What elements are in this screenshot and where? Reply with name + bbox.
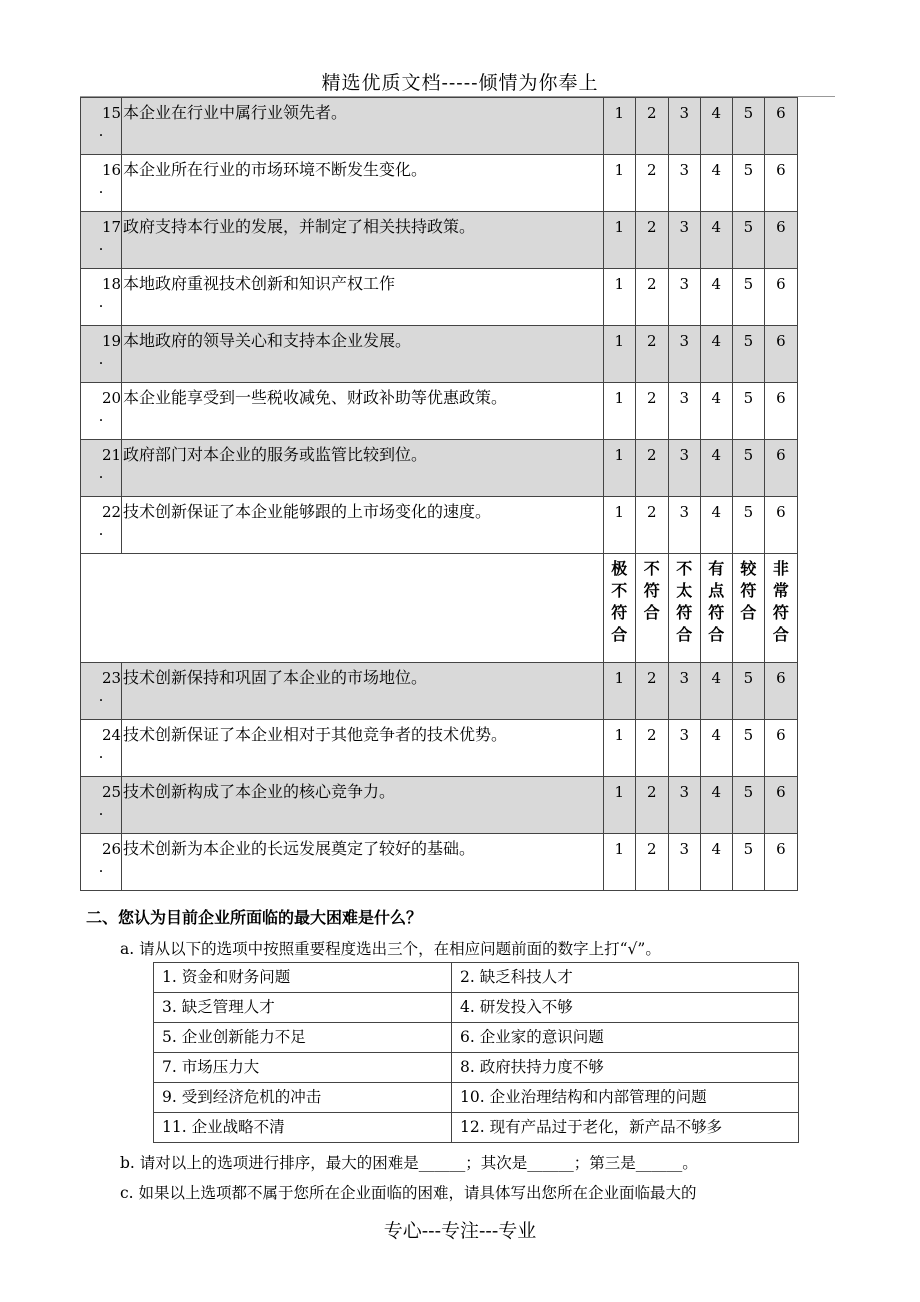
score-option-4[interactable]: 4 bbox=[700, 98, 732, 155]
score-option-5[interactable]: 5 bbox=[732, 440, 764, 497]
score-option-6[interactable]: 6 bbox=[764, 720, 797, 777]
score-option-4[interactable]: 4 bbox=[700, 834, 732, 891]
question-number: 22 . bbox=[81, 497, 122, 554]
option-item[interactable]: 6. 企业家的意识问题 bbox=[452, 1023, 799, 1053]
score-option-4[interactable]: 4 bbox=[700, 497, 732, 554]
score-option-4[interactable]: 4 bbox=[700, 720, 732, 777]
question-text: 本企业能享受到一些税收减免、财政补助等优惠政策。 bbox=[122, 383, 604, 440]
score-option-3[interactable]: 3 bbox=[668, 440, 700, 497]
score-option-1[interactable]: 1 bbox=[603, 834, 635, 891]
score-option-2[interactable]: 2 bbox=[635, 269, 668, 326]
option-row bbox=[154, 1053, 799, 1083]
question-number: 23 . bbox=[81, 663, 122, 720]
score-option-2[interactable]: 2 bbox=[635, 720, 668, 777]
score-option-6[interactable]: 6 bbox=[764, 383, 797, 440]
question-text: 技术创新构成了本企业的核心竞争力。 bbox=[122, 777, 604, 834]
score-option-1[interactable]: 1 bbox=[603, 326, 635, 383]
option-row bbox=[154, 993, 799, 1023]
legend-3: 不 太 符 合 bbox=[668, 554, 700, 663]
option-item[interactable]: 8. 政府扶持力度不够 bbox=[452, 1053, 799, 1083]
option-row bbox=[154, 1083, 799, 1113]
options-table bbox=[153, 962, 799, 1143]
score-option-4[interactable]: 4 bbox=[700, 777, 732, 834]
score-option-2[interactable]: 2 bbox=[635, 440, 668, 497]
instruction-b: b. 请对以上的选项进行排序，最大的困难是______；其次是______；第三是______。 bbox=[120, 1154, 698, 1172]
score-option-1[interactable]: 1 bbox=[603, 383, 635, 440]
score-option-6[interactable]: 6 bbox=[764, 269, 797, 326]
score-option-3[interactable]: 3 bbox=[668, 777, 700, 834]
legend-6: 非 常 符 合 bbox=[764, 554, 797, 663]
question-number: 26 . bbox=[81, 834, 122, 891]
instruction-a: a. 请从以下的选项中按照重要程度选出三个，在相应问题前面的数字上打“√”。 bbox=[120, 940, 661, 958]
score-option-3[interactable]: 3 bbox=[668, 269, 700, 326]
legend-row bbox=[81, 554, 798, 663]
option-row bbox=[154, 1113, 799, 1143]
question-text: 本地政府的领导关心和支持本企业发展。 bbox=[122, 326, 604, 383]
legend-2: 不 符 合 bbox=[635, 554, 668, 663]
score-option-6[interactable]: 6 bbox=[764, 326, 797, 383]
question-text: 技术创新保证了本企业能够跟的上市场变化的速度。 bbox=[122, 497, 604, 554]
score-option-2[interactable]: 2 bbox=[635, 212, 668, 269]
score-option-2[interactable]: 2 bbox=[635, 155, 668, 212]
score-option-2[interactable]: 2 bbox=[635, 326, 668, 383]
question-number: 17 . bbox=[81, 212, 122, 269]
score-option-1[interactable]: 1 bbox=[603, 440, 635, 497]
score-option-1[interactable]: 1 bbox=[603, 212, 635, 269]
score-option-4[interactable]: 4 bbox=[700, 383, 732, 440]
score-option-2[interactable]: 2 bbox=[635, 497, 668, 554]
score-option-6[interactable]: 6 bbox=[764, 663, 797, 720]
score-option-6[interactable]: 6 bbox=[764, 834, 797, 891]
instruction-c: c. 如果以上选项都不属于您所在企业面临的困难，请具体写出您所在企业面临最大的 bbox=[120, 1184, 697, 1202]
score-option-4[interactable]: 4 bbox=[700, 155, 732, 212]
option-item[interactable]: 7. 市场压力大 bbox=[154, 1053, 452, 1083]
score-option-3[interactable]: 3 bbox=[668, 663, 700, 720]
score-option-3[interactable]: 3 bbox=[668, 497, 700, 554]
question-row bbox=[81, 777, 798, 834]
question-number: 15 . bbox=[81, 98, 122, 155]
legend-5: 较 符 合 bbox=[732, 554, 764, 663]
score-option-5[interactable]: 5 bbox=[732, 326, 764, 383]
question-row bbox=[81, 720, 798, 777]
question-text: 本企业所在行业的市场环境不断发生变化。 bbox=[122, 155, 604, 212]
legend-blank bbox=[81, 554, 604, 663]
score-option-3[interactable]: 3 bbox=[668, 212, 700, 269]
section-2-title: 二、您认为目前企业所面临的最大困难是什么？ bbox=[86, 908, 423, 927]
score-option-5[interactable]: 5 bbox=[732, 383, 764, 440]
question-number: 16 . bbox=[81, 155, 122, 212]
score-option-3[interactable]: 3 bbox=[668, 155, 700, 212]
question-number: 24 . bbox=[81, 720, 122, 777]
score-option-4[interactable]: 4 bbox=[700, 269, 732, 326]
question-row bbox=[81, 326, 798, 383]
score-option-1[interactable]: 1 bbox=[603, 269, 635, 326]
score-option-3[interactable]: 3 bbox=[668, 720, 700, 777]
option-item[interactable]: 9. 受到经济危机的冲击 bbox=[154, 1083, 452, 1113]
score-option-6[interactable]: 6 bbox=[764, 497, 797, 554]
question-row bbox=[81, 98, 798, 155]
score-option-5[interactable]: 5 bbox=[732, 777, 764, 834]
question-row bbox=[81, 663, 798, 720]
score-option-3[interactable]: 3 bbox=[668, 326, 700, 383]
question-row bbox=[81, 834, 798, 891]
option-item[interactable]: 1. 资金和财务问题 bbox=[154, 963, 452, 993]
score-option-5[interactable]: 5 bbox=[732, 834, 764, 891]
question-row bbox=[81, 212, 798, 269]
question-number: 19 . bbox=[81, 326, 122, 383]
question-text: 本企业在行业中属行业领先者。 bbox=[122, 98, 604, 155]
option-item[interactable]: 12. 现有产品过于老化，新产品不够多 bbox=[452, 1113, 799, 1143]
option-item[interactable]: 2. 缺乏科技人才 bbox=[452, 963, 799, 993]
score-option-6[interactable]: 6 bbox=[764, 777, 797, 834]
option-item[interactable]: 3. 缺乏管理人才 bbox=[154, 993, 452, 1023]
score-option-1[interactable]: 1 bbox=[603, 720, 635, 777]
option-item[interactable]: 10. 企业治理结构和内部管理的问题 bbox=[452, 1083, 799, 1113]
option-item[interactable]: 5. 企业创新能力不足 bbox=[154, 1023, 452, 1053]
legend-4: 有 点 符 合 bbox=[700, 554, 732, 663]
survey-table bbox=[80, 97, 798, 891]
score-option-3[interactable]: 3 bbox=[668, 98, 700, 155]
score-option-1[interactable]: 1 bbox=[603, 777, 635, 834]
score-option-5[interactable]: 5 bbox=[732, 155, 764, 212]
question-row bbox=[81, 155, 798, 212]
question-row bbox=[81, 383, 798, 440]
option-item[interactable]: 11. 企业战略不清 bbox=[154, 1113, 452, 1143]
score-option-3[interactable]: 3 bbox=[668, 383, 700, 440]
question-number: 18 . bbox=[81, 269, 122, 326]
question-text: 技术创新保持和巩固了本企业的市场地位。 bbox=[122, 663, 604, 720]
question-text: 政府支持本行业的发展，并制定了相关扶持政策。 bbox=[122, 212, 604, 269]
score-option-5[interactable]: 5 bbox=[732, 269, 764, 326]
score-option-5[interactable]: 5 bbox=[732, 98, 764, 155]
score-option-1[interactable]: 1 bbox=[603, 497, 635, 554]
legend-1: 极 不 符 合 bbox=[603, 554, 635, 663]
score-option-1[interactable]: 1 bbox=[603, 663, 635, 720]
question-text: 政府部门对本企业的服务或监管比较到位。 bbox=[122, 440, 604, 497]
score-option-2[interactable]: 2 bbox=[635, 834, 668, 891]
option-row bbox=[154, 963, 799, 993]
page-footer: 专心---专注---专业 bbox=[383, 1220, 537, 1242]
score-option-4[interactable]: 4 bbox=[700, 440, 732, 497]
score-option-4[interactable]: 4 bbox=[700, 663, 732, 720]
score-option-5[interactable]: 5 bbox=[732, 663, 764, 720]
score-option-2[interactable]: 2 bbox=[635, 777, 668, 834]
score-option-5[interactable]: 5 bbox=[732, 720, 764, 777]
score-option-2[interactable]: 2 bbox=[635, 98, 668, 155]
page-header: 精选优质文档-----倾情为你奉上 bbox=[321, 72, 599, 94]
question-number: 20 . bbox=[81, 383, 122, 440]
score-option-5[interactable]: 5 bbox=[732, 212, 764, 269]
score-option-1[interactable]: 1 bbox=[603, 155, 635, 212]
score-option-3[interactable]: 3 bbox=[668, 834, 700, 891]
question-number: 21 . bbox=[81, 440, 122, 497]
score-option-6[interactable]: 6 bbox=[764, 155, 797, 212]
score-option-4[interactable]: 4 bbox=[700, 212, 732, 269]
question-row bbox=[81, 497, 798, 554]
question-row bbox=[81, 269, 798, 326]
option-item[interactable]: 4. 研发投入不够 bbox=[452, 993, 799, 1023]
question-text: 本地政府重视技术创新和知识产权工作 bbox=[122, 269, 604, 326]
score-option-6[interactable]: 6 bbox=[764, 98, 797, 155]
score-option-4[interactable]: 4 bbox=[700, 326, 732, 383]
score-option-5[interactable]: 5 bbox=[732, 497, 764, 554]
score-option-6[interactable]: 6 bbox=[764, 440, 797, 497]
score-option-2[interactable]: 2 bbox=[635, 383, 668, 440]
score-option-1[interactable]: 1 bbox=[603, 98, 635, 155]
question-text: 技术创新保证了本企业相对于其他竞争者的技术优势。 bbox=[122, 720, 604, 777]
score-option-6[interactable]: 6 bbox=[764, 212, 797, 269]
question-number: 25 . bbox=[81, 777, 122, 834]
score-option-2[interactable]: 2 bbox=[635, 663, 668, 720]
option-row bbox=[154, 1023, 799, 1053]
question-row bbox=[81, 440, 798, 497]
question-text: 技术创新为本企业的长远发展奠定了较好的基础。 bbox=[122, 834, 604, 891]
